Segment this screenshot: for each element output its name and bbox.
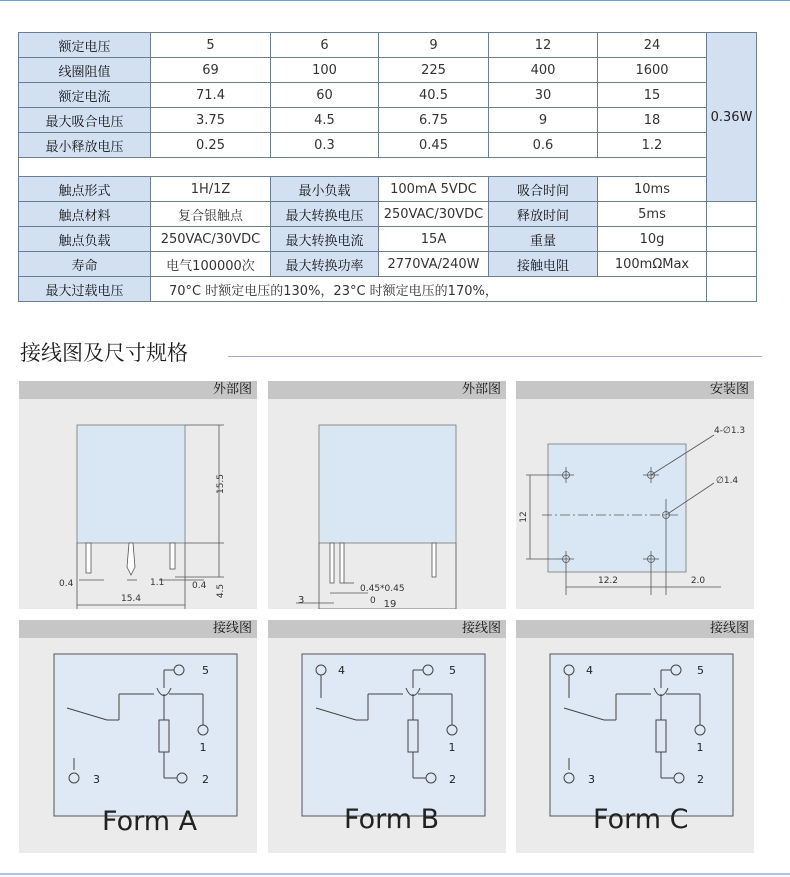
cell: 12 bbox=[489, 33, 598, 58]
dim-pin-w: 0.4 bbox=[59, 579, 74, 589]
pin-label: 4 bbox=[338, 664, 345, 677]
cell: 0.45 bbox=[379, 133, 489, 158]
panel-caption: 外部图 bbox=[268, 381, 506, 399]
cell: 0.6 bbox=[489, 133, 598, 158]
pin-label: 2 bbox=[449, 773, 456, 786]
cell: 0.25 bbox=[151, 133, 271, 158]
cell: 15 bbox=[598, 83, 707, 108]
cell: 最大转换功率 bbox=[271, 252, 379, 277]
cell: 1.2 bbox=[598, 133, 707, 158]
cell: 18 bbox=[598, 108, 707, 133]
relay-outline bbox=[550, 654, 733, 816]
empty-cell bbox=[707, 277, 757, 302]
cell: 5 bbox=[151, 33, 271, 58]
cell: 2770VA/240W bbox=[379, 252, 489, 277]
cell: 复合银触点 bbox=[151, 202, 271, 227]
dim-w: 12.2 bbox=[597, 576, 619, 586]
pin-label: 2 bbox=[697, 773, 704, 786]
table-row bbox=[19, 83, 757, 108]
cell: 吸合时间 bbox=[489, 177, 598, 202]
cell: 6.75 bbox=[379, 108, 489, 133]
dim-h: 12 bbox=[519, 511, 529, 523]
cell: 最小负载 bbox=[271, 177, 379, 202]
cell: 24 bbox=[598, 33, 707, 58]
form-label-b: Form B bbox=[344, 804, 440, 835]
section-rule bbox=[228, 356, 762, 357]
panel-caption: 外部图 bbox=[19, 381, 257, 399]
spec-table bbox=[18, 32, 757, 302]
panel-caption: 接线图 bbox=[516, 620, 754, 638]
form-label-a: Form A bbox=[102, 806, 198, 837]
cell: 4.5 bbox=[271, 108, 379, 133]
pin-label: 4 bbox=[586, 664, 593, 677]
cell: 接触电阻 bbox=[489, 252, 598, 277]
pin bbox=[330, 543, 334, 583]
cell: 1H/1Z bbox=[151, 177, 271, 202]
cell: 0.3 bbox=[271, 133, 379, 158]
dim-a: 3 bbox=[298, 595, 305, 606]
gap-cell bbox=[19, 158, 707, 177]
cell: 30 bbox=[489, 83, 598, 108]
cell: 100mA 5VDC bbox=[379, 177, 489, 202]
cell: 寿命 bbox=[19, 252, 151, 277]
row-label-coil: 线圈阻值 bbox=[19, 58, 151, 83]
form-label-c: Form C bbox=[593, 804, 689, 835]
row-label-overload: 最大过载电压 bbox=[19, 277, 151, 302]
table-row bbox=[19, 33, 757, 58]
table-row bbox=[19, 277, 757, 302]
outline-panel-1 bbox=[19, 381, 257, 609]
cell: 15A bbox=[379, 227, 489, 252]
section-title: 接线图及尺寸规格 bbox=[20, 341, 188, 365]
pin-label: 5 bbox=[202, 664, 209, 677]
pin bbox=[127, 543, 135, 575]
dim-pitch: 1.1 bbox=[150, 578, 165, 588]
bottom-rule bbox=[0, 873, 790, 875]
relay-body bbox=[77, 425, 185, 543]
power-cell: 0.36W bbox=[707, 33, 757, 202]
dim-width: 19 bbox=[383, 599, 397, 609]
relay-outline bbox=[54, 654, 237, 816]
cell: 重量 bbox=[489, 227, 598, 252]
cell: 电气100000次 bbox=[151, 252, 271, 277]
cell: 最大转换电压 bbox=[271, 202, 379, 227]
pin bbox=[340, 543, 344, 583]
cell: 250VAC/30VDC bbox=[151, 227, 271, 252]
cell: 3.75 bbox=[151, 108, 271, 133]
table-row bbox=[19, 133, 757, 158]
cell: 9 bbox=[379, 33, 489, 58]
row-label-release: 最小释放电压 bbox=[19, 133, 151, 158]
dim-p: 2.0 bbox=[690, 576, 706, 586]
panel-caption: 接线图 bbox=[19, 620, 257, 638]
pin-label: 5 bbox=[697, 664, 704, 677]
table-row bbox=[19, 227, 757, 252]
mounting-drawing bbox=[516, 399, 754, 609]
cell: 60 bbox=[271, 83, 379, 108]
row-label-current: 额定电流 bbox=[19, 83, 151, 108]
cell: 5ms bbox=[598, 202, 707, 227]
cell: 69 bbox=[151, 58, 271, 83]
cell: 10g bbox=[598, 227, 707, 252]
empty-cell bbox=[707, 252, 757, 277]
cell: 100mΩMax bbox=[598, 252, 707, 277]
dim-pin-len: 4.5 bbox=[216, 583, 226, 599]
cell: 释放时间 bbox=[489, 202, 598, 227]
dim-hole: ∅1.4 bbox=[716, 476, 739, 486]
dim-pin-w2: 0.4 bbox=[192, 581, 207, 591]
dim-width: 15.4 bbox=[120, 594, 142, 604]
pin-label: 1 bbox=[696, 741, 704, 754]
outline-drawing-1 bbox=[19, 399, 257, 609]
pin-label: 2 bbox=[202, 773, 209, 786]
pin bbox=[86, 543, 91, 573]
table-row bbox=[19, 108, 757, 133]
top-rule bbox=[0, 0, 790, 1]
cell: 最大转换电流 bbox=[271, 227, 379, 252]
pin-label: 1 bbox=[199, 741, 207, 754]
relay-footprint bbox=[548, 444, 686, 572]
cell: 1600 bbox=[598, 58, 707, 83]
cell: 9 bbox=[489, 108, 598, 133]
cell: 触点材料 bbox=[19, 202, 151, 227]
overload-text: 70°C 时额定电压的130%，23°C 时额定电压的170%， bbox=[151, 277, 707, 302]
table-row bbox=[19, 58, 757, 83]
panel-caption: 安装图 bbox=[516, 381, 754, 399]
dim-height: 15.5 bbox=[216, 473, 226, 495]
empty-cell bbox=[707, 227, 757, 252]
pin-label: 5 bbox=[449, 664, 456, 677]
row-label-voltage: 额定电压 bbox=[19, 33, 151, 58]
cell: 100 bbox=[271, 58, 379, 83]
table-row bbox=[19, 177, 757, 202]
cell: 触点形式 bbox=[19, 177, 151, 202]
outline-drawing-2 bbox=[268, 399, 506, 609]
pin bbox=[432, 543, 436, 577]
relay-body bbox=[319, 425, 456, 543]
table-row bbox=[19, 252, 757, 277]
dim-b: 0.45*0.45 bbox=[360, 584, 405, 594]
cell: 触点负载 bbox=[19, 227, 151, 252]
relay-outline bbox=[302, 654, 485, 816]
pin-label: 3 bbox=[588, 773, 595, 786]
cell: 40.5 bbox=[379, 83, 489, 108]
gap-row bbox=[19, 158, 757, 177]
pin-label: 3 bbox=[93, 773, 100, 786]
mounting-panel bbox=[516, 381, 754, 609]
cell: 400 bbox=[489, 58, 598, 83]
row-label-pickup: 最大吸合电压 bbox=[19, 108, 151, 133]
pin bbox=[170, 543, 175, 569]
cell: 10ms bbox=[598, 177, 707, 202]
cell: 225 bbox=[379, 58, 489, 83]
empty-cell bbox=[707, 202, 757, 227]
panel-caption: 接线图 bbox=[268, 620, 506, 638]
cell: 71.4 bbox=[151, 83, 271, 108]
outline-panel-2 bbox=[268, 381, 506, 609]
cell: 6 bbox=[271, 33, 379, 58]
table-row bbox=[19, 202, 757, 227]
cell: 250VAC/30VDC bbox=[379, 202, 489, 227]
dim-holes: 4-∅1.3 bbox=[714, 426, 746, 436]
pin-label: 1 bbox=[448, 741, 456, 754]
dim-c: 0 bbox=[370, 596, 376, 606]
